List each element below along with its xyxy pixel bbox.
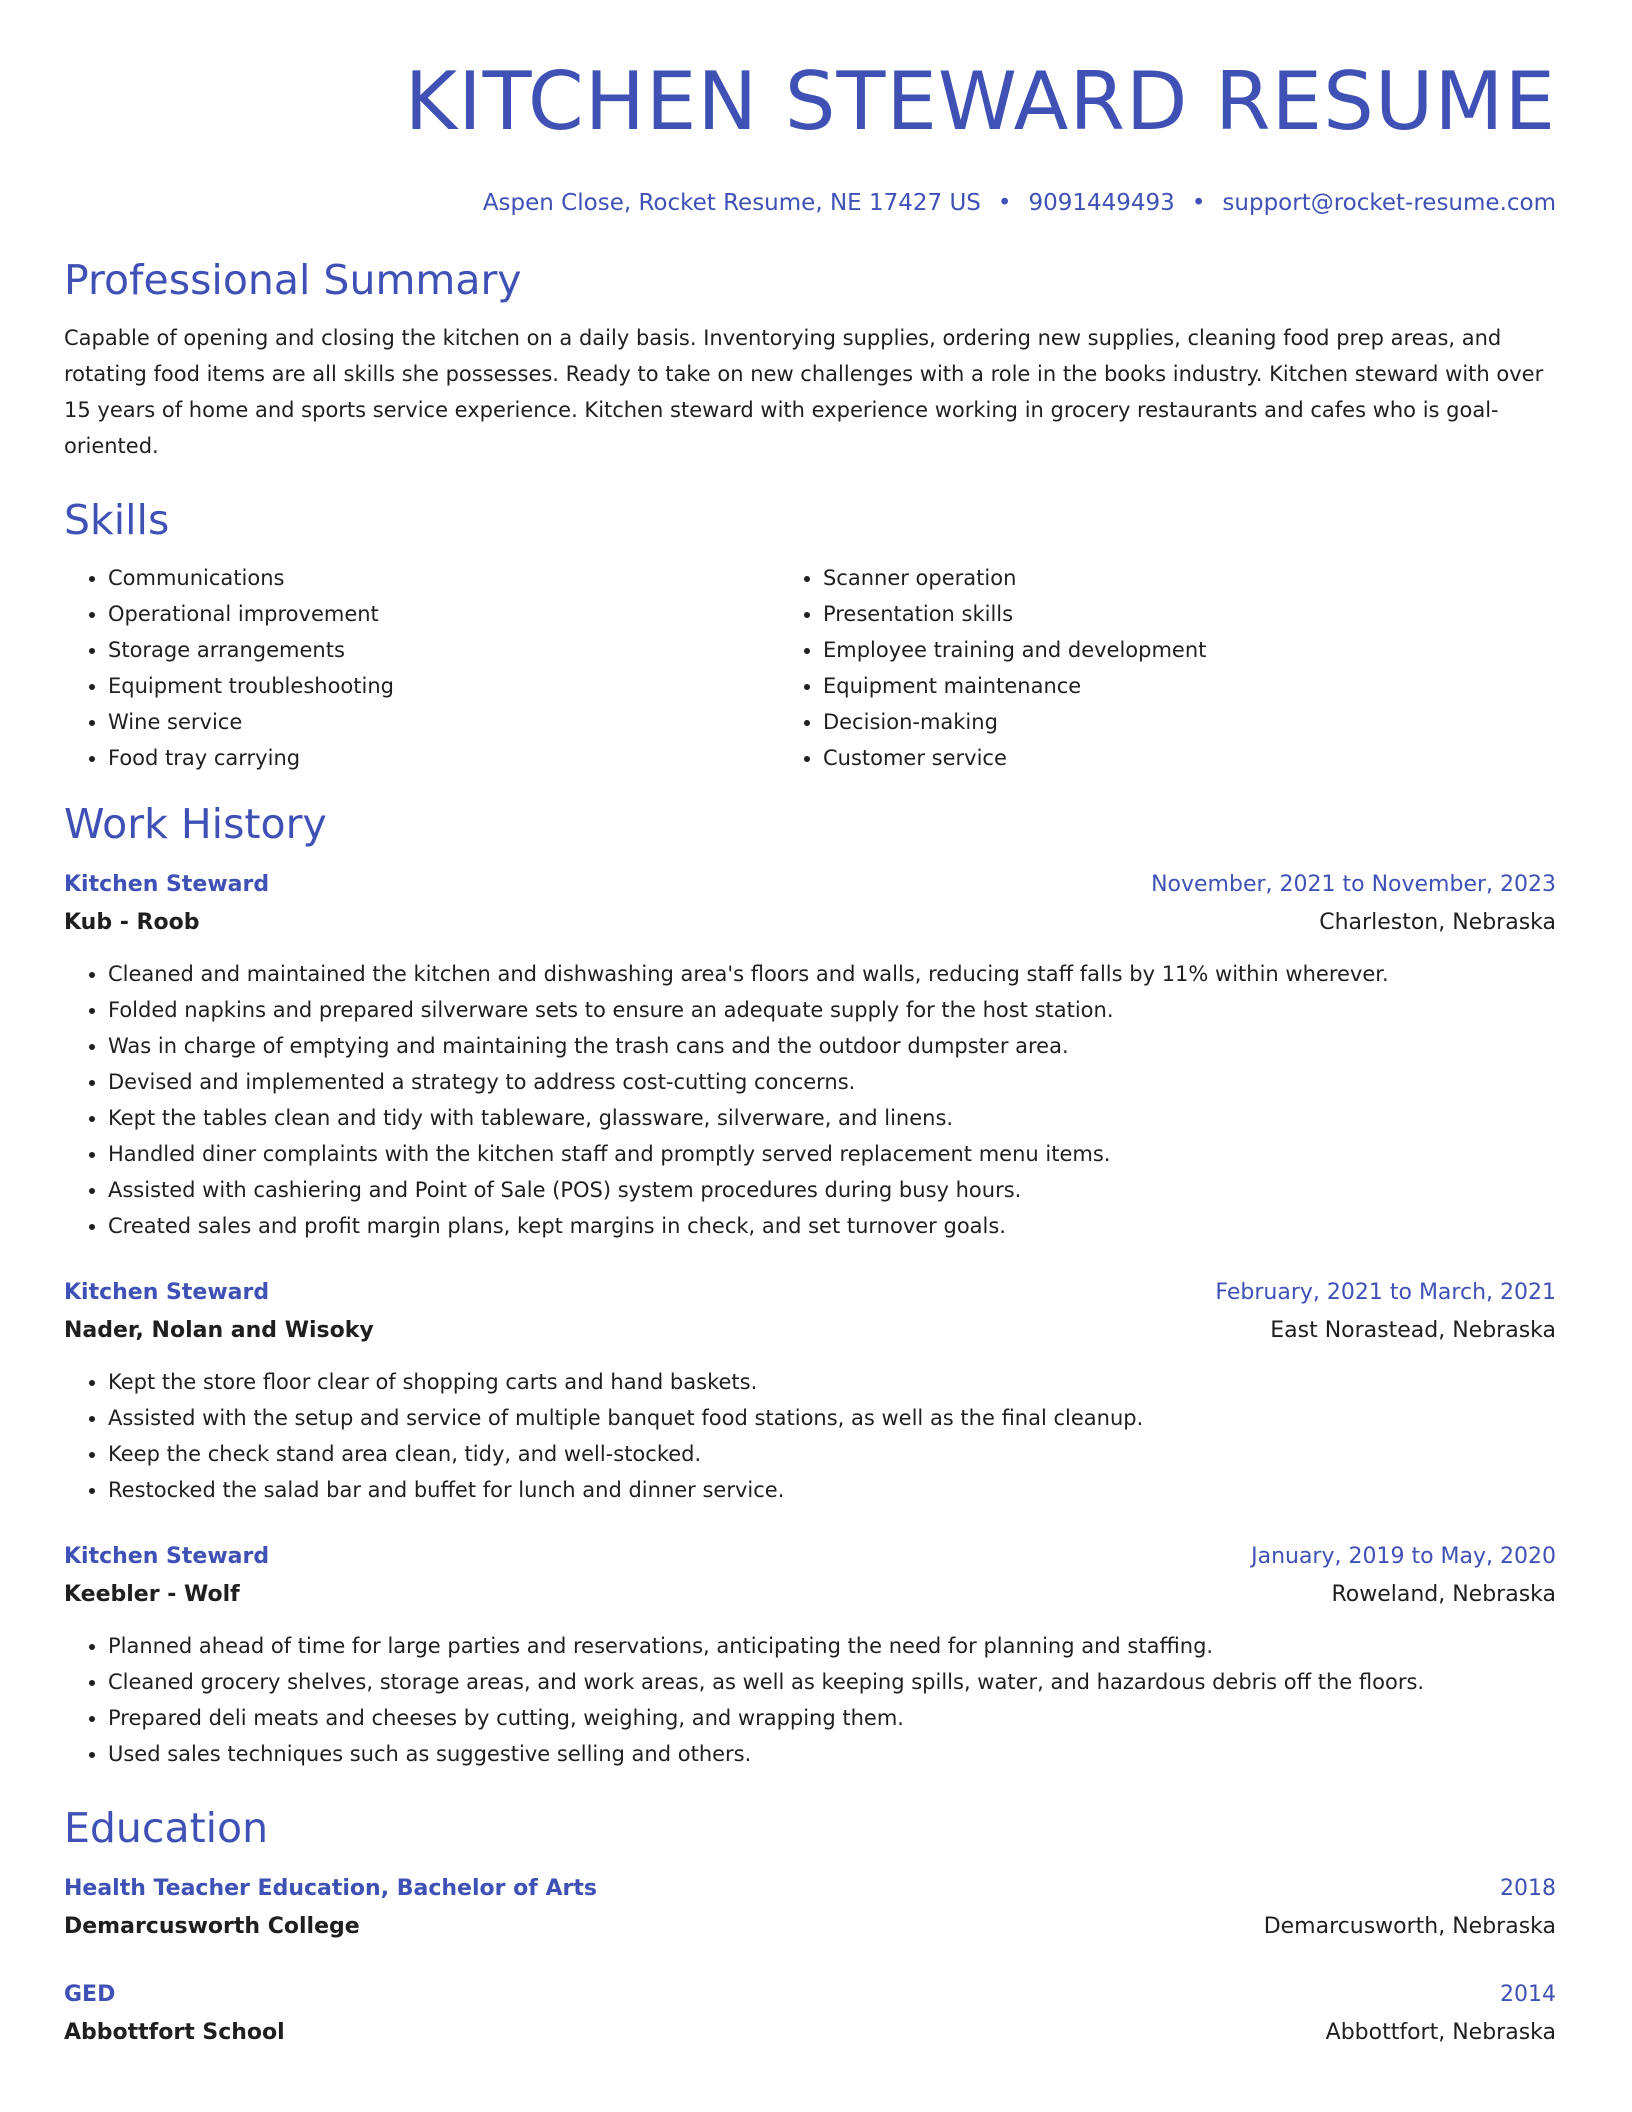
- job-title: Kitchen Steward: [64, 872, 270, 897]
- job-company-row: [64, 904, 1556, 942]
- job-title: Kitchen Steward: [64, 1544, 270, 1569]
- job-duty: • Kept the tables clean and tidy with tableware, glassware, silverware, and linens.: [108, 1100, 1556, 1136]
- skills-columns: [64, 560, 1556, 776]
- job-duty: • Was in charge of emptying and maintaining the trash cans and the outdoor dumpster area.: [108, 1028, 1556, 1064]
- job-duty: • Keep the check stand area clean, tidy, and well-stocked.: [108, 1436, 1556, 1472]
- job-dates: November, 2021 to November, 2023: [1151, 872, 1556, 897]
- job-entry: [64, 866, 1556, 1244]
- summary-text: Capable of opening and closing the kitchen on a daily basis. Inventorying supplies, ordering new supplies, cleaning food prep areas, and rotating food items are all skills she possesses. Ready to take on new challenges with a role in the books industry. Kitchen steward with over 15 years of home and sports service experience. Kitchen steward with experience working in grocery restaurants and cafes who is goal-oriented.: [64, 326, 1544, 458]
- skill-item: • Customer service: [823, 740, 1556, 776]
- job-duty: • Cleaned and maintained the kitchen and dishwashing area's floors and walls, reducing staff falls by 11% within wherever.: [108, 956, 1556, 992]
- job-company-row: [64, 1576, 1556, 1614]
- job-header-row: [64, 1538, 1556, 1576]
- education-location: Demarcusworth, Nebraska: [1263, 1914, 1556, 1939]
- skill-item: • Equipment maintenance: [823, 668, 1556, 704]
- job-location: Roweland, Nebraska: [1331, 1582, 1556, 1607]
- contact-email[interactable]: support@rocket-resume.com: [1222, 190, 1556, 216]
- skill-item: • Wine service: [108, 704, 779, 740]
- education-year: 2018: [1500, 1876, 1556, 1901]
- education-year: 2014: [1500, 1982, 1556, 2007]
- job-duties: [64, 1364, 1556, 1508]
- resume-page: [64, 0, 1556, 2052]
- education-school-row: [64, 1908, 1556, 1946]
- contact-line: [64, 188, 1556, 218]
- education-degree: Health Teacher Education, Bachelor of Arts: [64, 1876, 597, 1901]
- job-duties: [64, 1628, 1556, 1772]
- skill-item: • Presentation skills: [823, 596, 1556, 632]
- education-degree: GED: [64, 1982, 116, 2007]
- job-duty: • Cleaned grocery shelves, storage areas, and work areas, as well as keeping spills, water, and hazardous debris off the floors.: [108, 1664, 1556, 1700]
- skill-item: • Decision-making: [823, 704, 1556, 740]
- contact-separator: •: [1191, 190, 1206, 216]
- job-duty: • Restocked the salad bar and buffet for lunch and dinner service.: [108, 1472, 1556, 1508]
- job-title: Kitchen Steward: [64, 1280, 270, 1305]
- job-duty: • Assisted with cashiering and Point of Sale (POS) system procedures during busy hours.: [108, 1172, 1556, 1208]
- job-header-row: [64, 1274, 1556, 1312]
- skills-heading: Skills: [64, 496, 170, 544]
- job-company: Nader, Nolan and Wisoky: [64, 1318, 374, 1343]
- job-duty: • Devised and implemented a strategy to address cost-cutting concerns.: [108, 1064, 1556, 1100]
- education-school: Demarcusworth College: [64, 1914, 360, 1939]
- job-duty: • Kept the store floor clear of shopping carts and hand baskets.: [108, 1364, 1556, 1400]
- job-duties: [64, 956, 1556, 1244]
- job-duty: • Prepared deli meats and cheeses by cutting, weighing, and wrapping them.: [108, 1700, 1556, 1736]
- job-entry: [64, 1274, 1556, 1508]
- contact-phone: 9091449493: [1028, 190, 1175, 216]
- job-company: Kub - Roob: [64, 910, 200, 935]
- job-duty: • Handled diner complaints with the kitchen staff and promptly served replacement menu items.: [108, 1136, 1556, 1172]
- education-header-row: [64, 1976, 1556, 2014]
- resume-title: KITCHEN STEWARD RESUME: [404, 55, 1556, 148]
- job-duty: • Assisted with the setup and service of multiple banquet food stations, as well as the final cleanup.: [108, 1400, 1556, 1436]
- job-dates: February, 2021 to March, 2021: [1215, 1280, 1556, 1305]
- job-company-row: [64, 1312, 1556, 1350]
- education-school: Abbottfort School: [64, 2020, 285, 2045]
- education-location: Abbottfort, Nebraska: [1325, 2020, 1556, 2045]
- skill-item: • Communications: [108, 560, 779, 596]
- skill-item: • Food tray carrying: [108, 740, 779, 776]
- job-location: Charleston, Nebraska: [1319, 910, 1556, 935]
- education-header-row: [64, 1870, 1556, 1908]
- skill-item: • Storage arrangements: [108, 632, 779, 668]
- skill-item: • Operational improvement: [108, 596, 779, 632]
- education-heading: Education: [64, 1804, 269, 1852]
- job-location: East Norastead, Nebraska: [1270, 1318, 1556, 1343]
- contact-separator: •: [997, 190, 1012, 216]
- education-school-row: [64, 2014, 1556, 2052]
- job-duty: • Folded napkins and prepared silverware sets to ensure an adequate supply for the host station.: [108, 992, 1556, 1028]
- job-duty: • Planned ahead of time for large parties and reservations, anticipating the need for planning and staffing.: [108, 1628, 1556, 1664]
- skills-list-right: [779, 560, 1556, 776]
- job-header-row: [64, 866, 1556, 904]
- summary-heading: Professional Summary: [64, 256, 522, 304]
- skills-list-left: [64, 560, 779, 776]
- education-entry: [64, 1976, 1556, 2052]
- job-company: Keebler - Wolf: [64, 1582, 240, 1607]
- skill-item: • Scanner operation: [823, 560, 1556, 596]
- contact-address: Aspen Close, Rocket Resume, NE 17427 US: [482, 190, 981, 216]
- skill-item: • Employee training and development: [823, 632, 1556, 668]
- work-history-heading: Work History: [64, 800, 327, 848]
- job-dates: January, 2019 to May, 2020: [1251, 1544, 1556, 1569]
- skill-item: • Equipment troubleshooting: [108, 668, 779, 704]
- job-entry: [64, 1538, 1556, 1772]
- job-duty: • Used sales techniques such as suggestive selling and others.: [108, 1736, 1556, 1772]
- education-entry: [64, 1870, 1556, 1946]
- job-duty: • Created sales and profit margin plans, kept margins in check, and set turnover goals.: [108, 1208, 1556, 1244]
